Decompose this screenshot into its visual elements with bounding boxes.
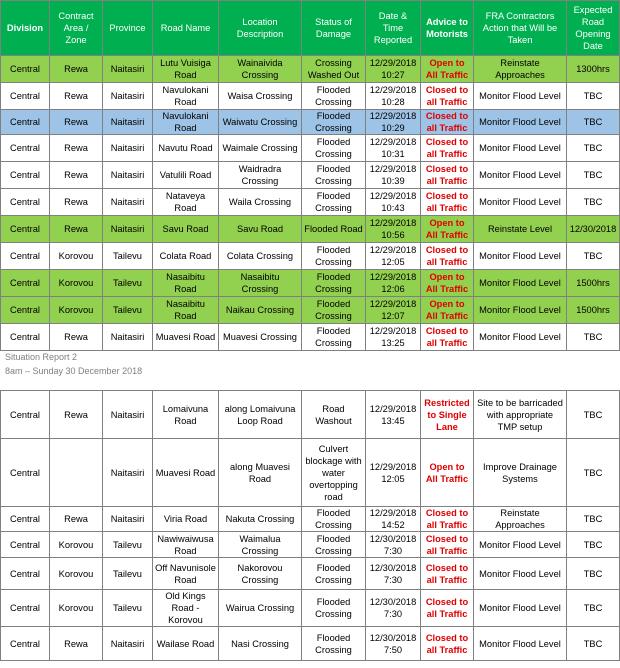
- cell-date-time: 12/29/2018 10:28: [366, 83, 421, 110]
- cell-province: Naitasiri: [103, 216, 153, 243]
- table-row: [1, 135, 620, 162]
- cell-advice: Closed to all Traffic: [421, 162, 474, 189]
- cell-location: Naikau Crossing: [219, 297, 302, 324]
- cell-road-name: Muavesi Road: [153, 324, 219, 351]
- cell-advice: Closed to all Traffic: [421, 83, 474, 110]
- cell-advice: Closed to all Traffic: [421, 532, 474, 558]
- cell-advice: Open to All Traffic: [421, 297, 474, 324]
- cell-action: Reinstate Level: [474, 216, 567, 243]
- cell-contract-area: Rewa: [50, 135, 103, 162]
- table-row: [1, 627, 620, 661]
- table-row: [1, 507, 620, 532]
- caption-date: 8am – Sunday 30 December 2018: [5, 366, 143, 376]
- cell-contract-area: Rewa: [50, 162, 103, 189]
- table-row: [1, 324, 620, 351]
- cell-province: Tailevu: [103, 243, 153, 270]
- cell-opening-date: TBC: [567, 590, 620, 627]
- cell-action: Improve Drainage Systems: [474, 439, 567, 507]
- cell-action: Reinstate Approaches: [474, 56, 567, 83]
- cell-province: Naitasiri: [103, 83, 153, 110]
- table-row: [1, 243, 620, 270]
- cell-division: Central: [1, 532, 50, 558]
- cell-division: Central: [1, 216, 50, 243]
- cell-action: Monitor Flood Level: [474, 110, 567, 135]
- cell-division: Central: [1, 270, 50, 297]
- cell-opening-date: TBC: [567, 507, 620, 532]
- cell-division: Central: [1, 558, 50, 590]
- table-row: [1, 189, 620, 216]
- header-division: Division: [1, 1, 50, 56]
- cell-action: Monitor Flood Level: [474, 270, 567, 297]
- cell-status: Flooded Crossing: [302, 558, 366, 590]
- cell-contract-area: Rewa: [50, 56, 103, 83]
- cell-contract-area: Korovou: [50, 243, 103, 270]
- cell-date-time: 12/29/2018 13:25: [366, 324, 421, 351]
- cell-location: Waila Crossing: [219, 189, 302, 216]
- cell-province: Tailevu: [103, 532, 153, 558]
- cell-advice: Open to All Traffic: [421, 439, 474, 507]
- cell-location: Nasi Crossing: [219, 627, 302, 661]
- cell-opening-date: TBC: [567, 532, 620, 558]
- cell-contract-area: [50, 439, 103, 507]
- cell-division: Central: [1, 83, 50, 110]
- cell-province: Naitasiri: [103, 439, 153, 507]
- cell-advice: Closed to all Traffic: [421, 189, 474, 216]
- cell-advice: Closed to all Traffic: [421, 627, 474, 661]
- cell-contract-area: Rewa: [50, 216, 103, 243]
- cell-road-name: Navulokani Road: [153, 110, 219, 135]
- cell-advice: Restricted to Single Lane: [421, 391, 474, 439]
- cell-action: Reinstate Approaches: [474, 507, 567, 532]
- cell-advice: Closed to all Traffic: [421, 590, 474, 627]
- cell-province: Naitasiri: [103, 56, 153, 83]
- cell-road-name: Nasaibitu Road: [153, 270, 219, 297]
- cell-date-time: 12/30/2018 7:30: [366, 532, 421, 558]
- cell-status: Road Washout: [302, 391, 366, 439]
- cell-date-time: 12/29/2018 10:27: [366, 56, 421, 83]
- cell-location: along Muavesi Road: [219, 439, 302, 507]
- cell-division: Central: [1, 189, 50, 216]
- cell-division: Central: [1, 627, 50, 661]
- cell-province: Naitasiri: [103, 189, 153, 216]
- cell-division: Central: [1, 324, 50, 351]
- cell-status: Flooded Crossing: [302, 627, 366, 661]
- cell-province: Tailevu: [103, 590, 153, 627]
- cell-location: Waidradra Crossing: [219, 162, 302, 189]
- cell-action: Monitor Flood Level: [474, 627, 567, 661]
- cell-road-name: Off Navunisole Road: [153, 558, 219, 590]
- table-row: [1, 590, 620, 627]
- cell-status: Culvert blockage with water overtopping road: [302, 439, 366, 507]
- road-status-table-2: [0, 390, 620, 661]
- cell-status: Flooded Road: [302, 216, 366, 243]
- cell-status: Flooded Crossing: [302, 189, 366, 216]
- cell-status: Flooded Crossing: [302, 507, 366, 532]
- cell-province: Tailevu: [103, 297, 153, 324]
- cell-location: Wairua Crossing: [219, 590, 302, 627]
- cell-contract-area: Korovou: [50, 590, 103, 627]
- cell-division: Central: [1, 110, 50, 135]
- cell-province: Tailevu: [103, 558, 153, 590]
- table-row: [1, 439, 620, 507]
- cell-location: Nakuta Crossing: [219, 507, 302, 532]
- cell-date-time: 12/29/2018 12:05: [366, 243, 421, 270]
- cell-opening-date: TBC: [567, 324, 620, 351]
- cell-road-name: Nasaibitu Road: [153, 297, 219, 324]
- cell-province: Naitasiri: [103, 627, 153, 661]
- cell-action: Monitor Flood Level: [474, 162, 567, 189]
- cell-action: Monitor Flood Level: [474, 135, 567, 162]
- situation-report-caption: [5, 350, 142, 378]
- cell-division: Central: [1, 590, 50, 627]
- cell-status: Flooded Crossing: [302, 324, 366, 351]
- cell-province: Naitasiri: [103, 391, 153, 439]
- header-location: Location Description: [219, 1, 302, 56]
- cell-action: Monitor Flood Level: [474, 83, 567, 110]
- cell-division: Central: [1, 439, 50, 507]
- cell-opening-date: TBC: [567, 83, 620, 110]
- table-row: [1, 297, 620, 324]
- cell-advice: Open to All Traffic: [421, 56, 474, 83]
- cell-date-time: 12/30/2018 7:30: [366, 558, 421, 590]
- cell-status: Flooded Crossing: [302, 270, 366, 297]
- cell-date-time: 12/30/2018 7:30: [366, 590, 421, 627]
- cell-opening-date: TBC: [567, 135, 620, 162]
- cell-location: Wainaivida Crossing: [219, 56, 302, 83]
- header-date-time: Date & Time Reported: [366, 1, 421, 56]
- cell-road-name: Nawiwaiwusa Road: [153, 532, 219, 558]
- cell-contract-area: Rewa: [50, 627, 103, 661]
- cell-road-name: Navulokani Road: [153, 83, 219, 110]
- cell-action: Monitor Flood Level: [474, 590, 567, 627]
- cell-contract-area: Korovou: [50, 558, 103, 590]
- cell-opening-date: TBC: [567, 391, 620, 439]
- table-row: [1, 56, 620, 83]
- table-row: [1, 391, 620, 439]
- cell-road-name: Old Kings Road - Korovou: [153, 590, 219, 627]
- cell-action: Monitor Flood Level: [474, 558, 567, 590]
- cell-province: Naitasiri: [103, 162, 153, 189]
- cell-location: Waimale Crossing: [219, 135, 302, 162]
- cell-location: Waisa Crossing: [219, 83, 302, 110]
- cell-division: Central: [1, 297, 50, 324]
- cell-date-time: 12/29/2018 10:56: [366, 216, 421, 243]
- header-row: [1, 1, 620, 56]
- cell-province: Naitasiri: [103, 135, 153, 162]
- cell-road-name: Vatulili Road: [153, 162, 219, 189]
- cell-road-name: Navutu Road: [153, 135, 219, 162]
- cell-advice: Closed to all Traffic: [421, 110, 474, 135]
- cell-date-time: 12/29/2018 10:31: [366, 135, 421, 162]
- cell-status: Flooded Crossing: [302, 135, 366, 162]
- cell-location: Waimalua Crossing: [219, 532, 302, 558]
- cell-province: Naitasiri: [103, 507, 153, 532]
- cell-date-time: 12/30/2018 7:50: [366, 627, 421, 661]
- cell-advice: Closed to all Traffic: [421, 243, 474, 270]
- cell-status: Flooded Crossing: [302, 532, 366, 558]
- cell-province: Tailevu: [103, 270, 153, 297]
- table-row: [1, 83, 620, 110]
- header-opening-date: Expected Road Opening Date: [567, 1, 620, 56]
- cell-advice: Closed to all Traffic: [421, 324, 474, 351]
- cell-contract-area: Korovou: [50, 532, 103, 558]
- cell-status: Flooded Crossing: [302, 297, 366, 324]
- cell-opening-date: TBC: [567, 110, 620, 135]
- cell-action: Monitor Flood Level: [474, 532, 567, 558]
- cell-road-name: Muavesi Road: [153, 439, 219, 507]
- cell-province: Naitasiri: [103, 324, 153, 351]
- cell-opening-date: 12/30/2018: [567, 216, 620, 243]
- cell-status: Flooded Crossing: [302, 243, 366, 270]
- header-road-name: Road Name: [153, 1, 219, 56]
- table-row: [1, 270, 620, 297]
- caption-title: Situation Report 2: [5, 352, 78, 362]
- cell-location: Nasaibitu Crossing: [219, 270, 302, 297]
- cell-status: Flooded Crossing: [302, 162, 366, 189]
- cell-date-time: 12/29/2018 14:52: [366, 507, 421, 532]
- cell-date-time: 12/29/2018 12:05: [366, 439, 421, 507]
- cell-contract-area: Rewa: [50, 391, 103, 439]
- cell-division: Central: [1, 243, 50, 270]
- cell-opening-date: TBC: [567, 558, 620, 590]
- cell-opening-date: 1300hrs: [567, 56, 620, 83]
- cell-province: Naitasiri: [103, 110, 153, 135]
- cell-status: Flooded Crossing: [302, 590, 366, 627]
- cell-division: Central: [1, 56, 50, 83]
- cell-contract-area: Rewa: [50, 189, 103, 216]
- cell-opening-date: TBC: [567, 189, 620, 216]
- cell-road-name: Nataveya Road: [153, 189, 219, 216]
- cell-road-name: Viria Road: [153, 507, 219, 532]
- cell-opening-date: 1500hrs: [567, 297, 620, 324]
- cell-date-time: 12/29/2018 10:39: [366, 162, 421, 189]
- cell-contract-area: Rewa: [50, 324, 103, 351]
- cell-advice: Closed to all Traffic: [421, 558, 474, 590]
- cell-advice: Open to All Traffic: [421, 270, 474, 297]
- header-advice: Advice to Motorists: [421, 1, 474, 56]
- cell-contract-area: Korovou: [50, 270, 103, 297]
- cell-road-name: Lutu Vuisiga Road: [153, 56, 219, 83]
- cell-road-name: Savu Road: [153, 216, 219, 243]
- cell-status: Crossing Washed Out: [302, 56, 366, 83]
- cell-opening-date: TBC: [567, 439, 620, 507]
- cell-contract-area: Rewa: [50, 83, 103, 110]
- header-province: Province: [103, 1, 153, 56]
- cell-division: Central: [1, 391, 50, 439]
- cell-advice: Closed to all Traffic: [421, 135, 474, 162]
- cell-action: Site to be barricaded with appropriate TMP setup: [474, 391, 567, 439]
- cell-status: Flooded Crossing: [302, 110, 366, 135]
- cell-opening-date: 1500hrs: [567, 270, 620, 297]
- cell-road-name: Lomaivuna Road: [153, 391, 219, 439]
- cell-action: Monitor Flood Level: [474, 324, 567, 351]
- cell-date-time: 12/29/2018 13:45: [366, 391, 421, 439]
- table-row: [1, 558, 620, 590]
- header-contract-area: Contract Area / Zone: [50, 1, 103, 56]
- cell-date-time: 12/29/2018 12:07: [366, 297, 421, 324]
- cell-action: Monitor Flood Level: [474, 297, 567, 324]
- cell-opening-date: TBC: [567, 243, 620, 270]
- cell-location: Muavesi Crossing: [219, 324, 302, 351]
- cell-status: Flooded Crossing: [302, 83, 366, 110]
- header-action: FRA Contractors Action that Will be Taken: [474, 1, 567, 56]
- cell-contract-area: Korovou: [50, 297, 103, 324]
- cell-action: Monitor Flood Level: [474, 243, 567, 270]
- cell-advice: Open to All Traffic: [421, 216, 474, 243]
- cell-location: Nakorovou Crossing: [219, 558, 302, 590]
- table-row: [1, 110, 620, 135]
- cell-opening-date: TBC: [567, 162, 620, 189]
- cell-division: Central: [1, 162, 50, 189]
- cell-division: Central: [1, 135, 50, 162]
- table-row: [1, 216, 620, 243]
- cell-location: along Lomaivuna Loop Road: [219, 391, 302, 439]
- cell-contract-area: Rewa: [50, 110, 103, 135]
- table-row: [1, 532, 620, 558]
- cell-opening-date: TBC: [567, 627, 620, 661]
- cell-date-time: 12/29/2018 12:06: [366, 270, 421, 297]
- cell-division: Central: [1, 507, 50, 532]
- cell-location: Savu Road: [219, 216, 302, 243]
- cell-road-name: Wailase Road: [153, 627, 219, 661]
- cell-location: Waiwatu Crossing: [219, 110, 302, 135]
- cell-action: Monitor Flood Level: [474, 189, 567, 216]
- cell-date-time: 12/29/2018 10:29: [366, 110, 421, 135]
- table-row: [1, 162, 620, 189]
- cell-location: Colata Crossing: [219, 243, 302, 270]
- cell-contract-area: Rewa: [50, 507, 103, 532]
- cell-road-name: Colata Road: [153, 243, 219, 270]
- header-status: Status of Damage: [302, 1, 366, 56]
- cell-advice: Closed to all Traffic: [421, 507, 474, 532]
- cell-date-time: 12/29/2018 10:43: [366, 189, 421, 216]
